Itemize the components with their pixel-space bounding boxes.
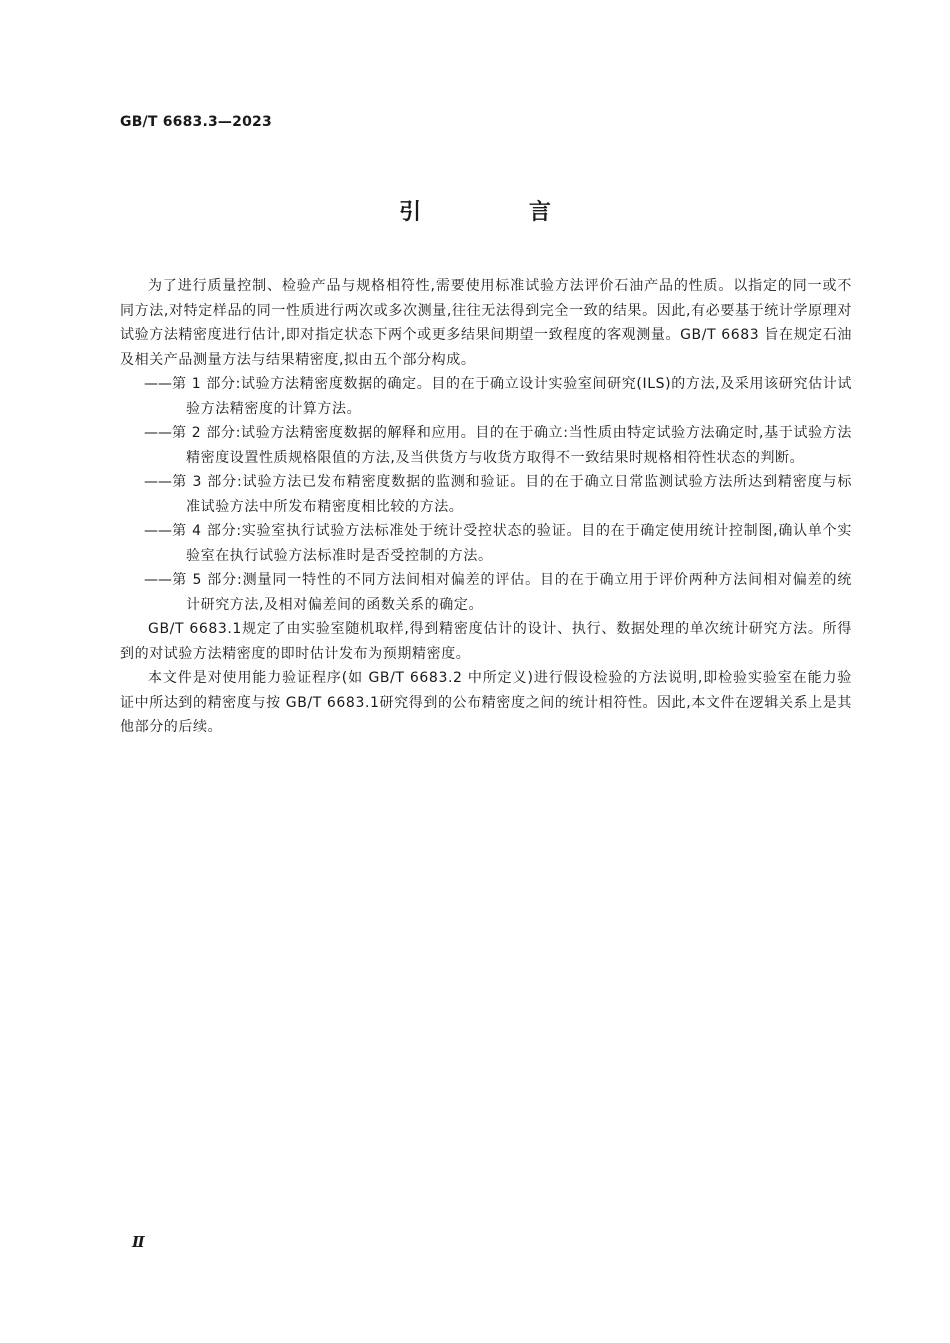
list-item-part-3 (120, 470, 852, 519)
document-body (120, 274, 852, 740)
list-dash: —— (144, 474, 172, 490)
list-dash: —— (144, 572, 172, 588)
list-item-text: 第 3 部分:试验方法已发布精密度数据的监测和验证。目的在于确立日常监测试验方法所达到精密度与标准试验方法中所发布精密度相比较的方法。 (172, 474, 852, 515)
list-item-part-4 (120, 519, 852, 568)
standard-code: GB/T 6683.3—2023 (120, 114, 272, 130)
list-item-part-1 (120, 372, 852, 421)
list-item-part-5 (120, 568, 852, 617)
list-item-text: 第 2 部分:试验方法精密度数据的解释和应用。目的在于确立:当性质由特定试验方法确定时,基于试验方法精密度设置性质规格限值的方法,及当供货方与收货方取得不一致结果时规格相符性状态的判断。 (172, 425, 852, 466)
page-title: 引 言 (399, 200, 601, 225)
paragraph-part-1-description: GB/T 6683.1规定了由实验室随机取样,得到精密度估计的设计、执行、数据处理的单次统计研究方法。所得到的对试验方法精密度的即时估计发布为预期精密度。 (120, 621, 852, 662)
list-dash: —— (144, 376, 172, 392)
page-number: Ⅱ (132, 1233, 145, 1251)
list-item-text: 第 5 部分:测量同一特性的不同方法间相对偏差的评估。目的在于确立用于评价两种方法间相对偏差的统计研究方法,及相对偏差间的函数关系的确定。 (172, 572, 852, 613)
list-dash: —— (144, 425, 172, 441)
paragraph-document-scope: 本文件是对使用能力验证程序(如 GB/T 6683.2 中所定义)进行假设检验的方法说明,即检验实验室在能力验证中所达到的精密度与按 GB/T 6683.1研究得到的公布精密度之间的统计相符性。因此,本文件在逻辑关系上是其他部分的后续。 (120, 670, 852, 735)
list-dash: —— (144, 523, 172, 539)
intro-paragraph: 为了进行质量控制、检验产品与规格相符性,需要使用标准试验方法评价石油产品的性质。以指定的同一或不同方法,对特定样品的同一性质进行两次或多次测量,往往无法得到完全一致的结果。因此,有必要基于统计学原理对试验方法精密度进行估计,即对指定状态下两个或更多结果间期望一致程度的客观测量。GB/T 6683 旨在规定石油及相关产品测量方法与结果精密度,拟由五个部分构成。 (120, 278, 852, 368)
list-item-text: 第 4 部分:实验室执行试验方法标准处于统计受控状态的验证。目的在于确定使用统计控制图,确认单个实验室在执行试验方法标准时是否受控制的方法。 (172, 523, 852, 564)
list-item-text: 第 1 部分:试验方法精密度数据的确定。目的在于确立设计实验室间研究(ILS)的方法,及采用该研究估计试验方法精密度的计算方法。 (172, 376, 852, 417)
list-item-part-2 (120, 421, 852, 470)
